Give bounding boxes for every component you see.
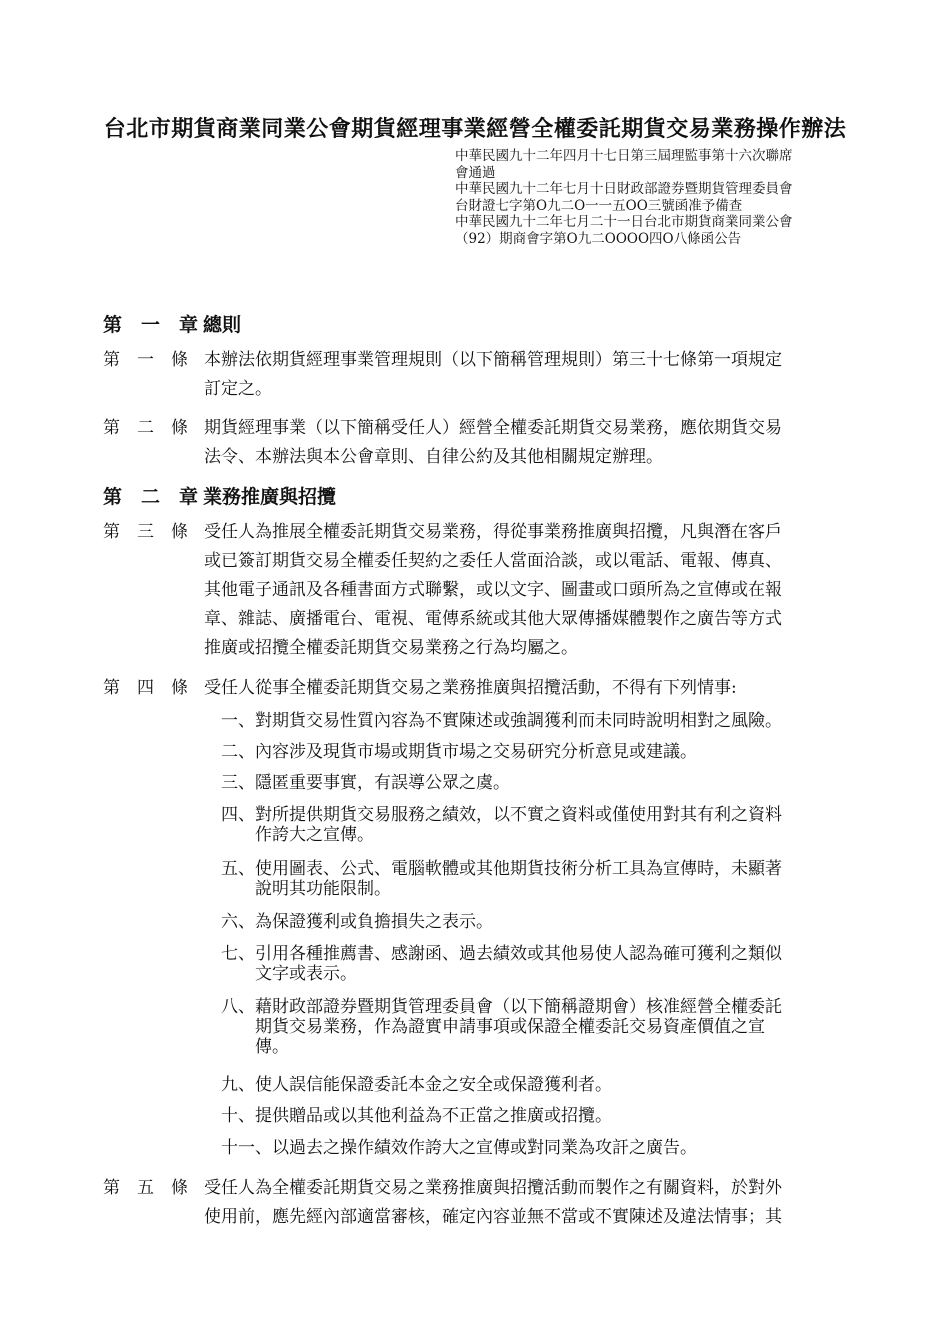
article-number: 第 四 條 [103,678,188,698]
item-line: 文字或表示。 [255,964,357,984]
item-line: 九、使人誤信能保證委託本金之安全或保證獲利者。 [221,1075,612,1095]
article-text [204,414,863,472]
chapter-name: 業務推廣與招攬 [203,486,337,508]
item-line: 十、提供贈品或以其他利益為不正當之推廣或招攬。 [221,1106,612,1126]
item-line: 作誇大之宣傳。 [255,825,374,845]
article-text [204,518,863,663]
history-line: 會通過 [455,164,496,181]
article-number: 第 一 條 [103,350,188,370]
item-line: 六、為保證獲利或負擔損失之表示。 [221,912,493,932]
item-line: 十一、以過去之操作績效作誇大之宣傳或對同業為攻訐之廣告。 [221,1138,697,1158]
article-number: 第 五 條 [103,1178,188,1198]
article-line: 訂定之。 [204,379,272,399]
list-item [221,859,861,899]
article-text [204,1174,863,1232]
chapter-heading [103,310,241,337]
article-text [204,346,863,404]
article [103,518,863,663]
history-line: 中華民國九十二年四月十七日第三屆理監事第十六次聯席 [455,148,793,164]
chapter-name: 總則 [203,314,242,336]
item-line: 五、使用圖表、公式、電腦軟體或其他期貨技術分析工具為宣傳時，未顯著 [221,859,782,879]
article-line: 法令、本辦法與本公會章則、自律公約及其他相關規定辦理。 [204,447,663,467]
history-line: 中華民國九十二年七月二十一日台北市期貨商業同業公會 [455,214,793,231]
history-line: 中華民國九十二年七月十日財政部證券暨期貨管理委員會 [455,181,793,198]
list-item [221,773,861,793]
list-item [221,805,861,845]
article-line: 使用前，應先經內部適當審核，確定內容並無不當或不實陳述及違法情事；其 [204,1207,782,1227]
document-title: 台北市期貨商業同業公會期貨經理事業經營全權委託期貨交易業務操作辦法 [103,116,847,142]
article [103,414,863,472]
item-line: 八、藉財政部證券暨期貨管理委員會（以下簡稱證期會）核准經營全權委託 [221,997,782,1017]
item-line: 二、內容涉及現貨市場或期貨市場之交易研究分析意見或建議。 [221,742,697,762]
article-number: 第 三 條 [103,522,188,542]
article [103,346,863,404]
history-line: 台財證七字第О九二О一一五ОО三號函准予備查 [455,197,743,214]
list-item [221,1075,861,1095]
article-line: 本辦法依期貨經理事業管理規則（以下簡稱管理規則）第三十七條第一項規定 [204,350,782,370]
list-item [221,997,861,1057]
list-item [221,944,861,984]
list-item [221,1106,861,1126]
article-line: 受任人為全權委託期貨交易之業務推廣與招攬活動而製作之有關資料，於對外 [204,1178,782,1198]
list-item [221,711,861,731]
list-item [221,742,861,762]
list-item [221,1138,861,1158]
article-line: 受任人為推展全權委託期貨交易業務，得從事業務推廣與招攬，凡與潛在客戶 [204,522,782,542]
chapter-heading [103,482,336,509]
article [103,674,863,703]
article-line: 或已簽訂期貨交易全權委任契約之委任人當面洽談，或以電話、電報、傳真、 [204,551,782,571]
article-line: 推廣或招攬全權委託期貨交易業務之行為均屬之。 [204,638,578,658]
item-line: 說明其功能限制。 [255,879,391,899]
chapter-number: 第 二 章 [103,486,199,508]
amendment-history [455,148,875,248]
article-text [204,674,863,703]
article-line: 期貨經理事業（以下簡稱受任人）經營全權委託期貨交易業務，應依期貨交易 [204,418,782,438]
list-item [221,912,861,932]
item-line: 期貨交易業務，作為證實申請事項或保證全權委託交易資產價值之宣 [255,1017,765,1037]
article [103,1174,863,1232]
item-line: 三、隱匿重要事實，有誤導公眾之虞。 [221,773,510,793]
chapter-number: 第 一 章 [103,314,199,336]
history-line: （92）期商會字第О九二ОООО四О八條函公告 [455,230,742,247]
item-line: 傳。 [255,1037,289,1057]
article-line: 其他電子通訊及各種書面方式聯繫，或以文字、圖畫或口頭所為之宣傳或在報 [204,580,782,600]
item-line: 四、對所提供期貨交易服務之績效，以不實之資料或僅使用對其有利之資料 [221,805,782,825]
article-line: 受任人從事全權委託期貨交易之業務推廣與招攬活動，不得有下列情事: [204,678,737,698]
article-number: 第 二 條 [103,418,188,438]
item-line: 七、引用各種推薦書、感謝函、過去績效或其他易使人認為確可獲利之類似 [221,944,782,964]
item-line: 一、對期貨交易性質內容為不實陳述或強調獲利而未同時說明相對之風險。 [221,711,782,731]
article-line: 章、雜誌、廣播電台、電視、電傳系統或其他大眾傳播媒體製作之廣告等方式 [204,609,782,629]
